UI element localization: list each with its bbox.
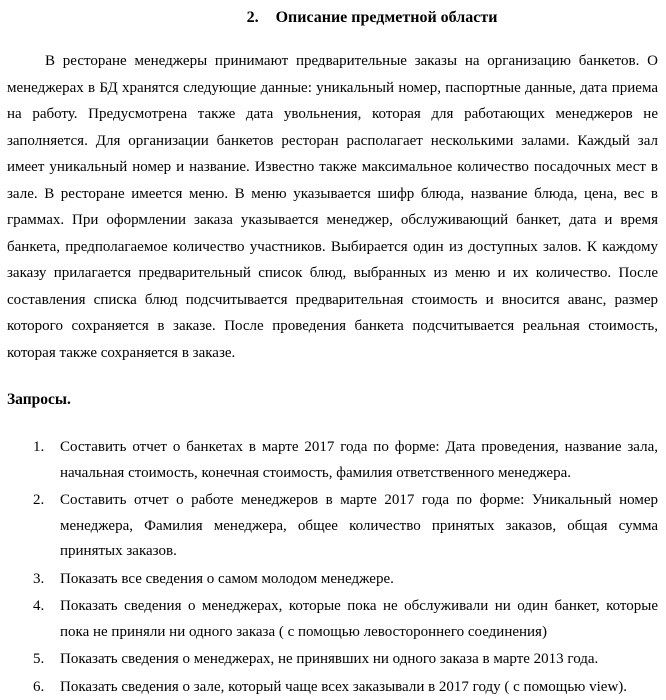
query-number: 2. [33,488,60,565]
queries-heading: Запросы. [7,390,666,409]
query-number: 5. [33,647,60,673]
query-text: Показать сведения о менеджерах, которые пока не обслуживали ни один банкет, которые пока не приняли ни одного заказа ( с помощью левостороннего соединения) [60,594,658,645]
query-number: 4. [33,594,60,645]
query-item [33,647,658,673]
section-heading-number: 2. [247,9,259,27]
query-text: Показать все сведения о самом молодом менеджере. [60,567,658,593]
query-text: Составить отчет о работе менеджеров в марте 2017 года по форме: Уникальный номер менеджера, Фамилия менеджера, общее количество принятых заказов, общая сумма принятых заказов. [60,488,658,565]
query-item [33,488,658,565]
query-text: Составить отчет о банкетах в марте 2017 года по форме: Дата проведения, название зала, начальная стоимость, конечная стоимость, фамилия ответственного менеджера. [60,435,658,486]
section-heading [39,0,666,27]
query-number: 6. [33,675,60,700]
query-text: Показать сведения о зале, который чаще всех заказывали в 2017 году ( с помощью view). [60,675,658,700]
query-list [0,435,666,700]
query-number: 3. [33,567,60,593]
query-item [33,594,658,645]
query-item [33,567,658,593]
description-paragraph: В ресторане менеджеры принимают предварительные заказы на организацию банкетов. О менеджерах в БД хранятся следующие данные: уникальный номер, паспортные данные, дата приема на работу. Предусмотрена также дата увольнения, которая для работающих менеджеров не заполняется. Для организации банкетов ресторан располагает несколькими залами. Каждый зал имеет уникальный номер и название. Известно также максимальное количество посадочных мест в зале. В ресторане имеется меню. В меню указывается шифр блюда, название блюда, цена, вес в граммах. При оформлении заказа указывается менеджер, обслуживающий банкет, дата и время банкета, предполагаемое количество участников. Выбирается один из доступных залов. К каждому заказу прилагается предварительный список блюд, выбранных из меню и их количество. После составления списка блюд подсчитывается предварительная стоимость и вносится аванс, размер которого сохраняется в заказе. После проведения банкета подсчитывается реальная стоимость, которая также сохраняется в заказе. [7,48,658,366]
query-item [33,675,658,700]
query-number: 1. [33,435,60,486]
query-text: Показать сведения о менеджерах, не принявших ни одного заказа в марте 2013 года. [60,647,658,673]
section-heading-text: Описание предметной области [276,9,498,27]
query-item [33,435,658,486]
